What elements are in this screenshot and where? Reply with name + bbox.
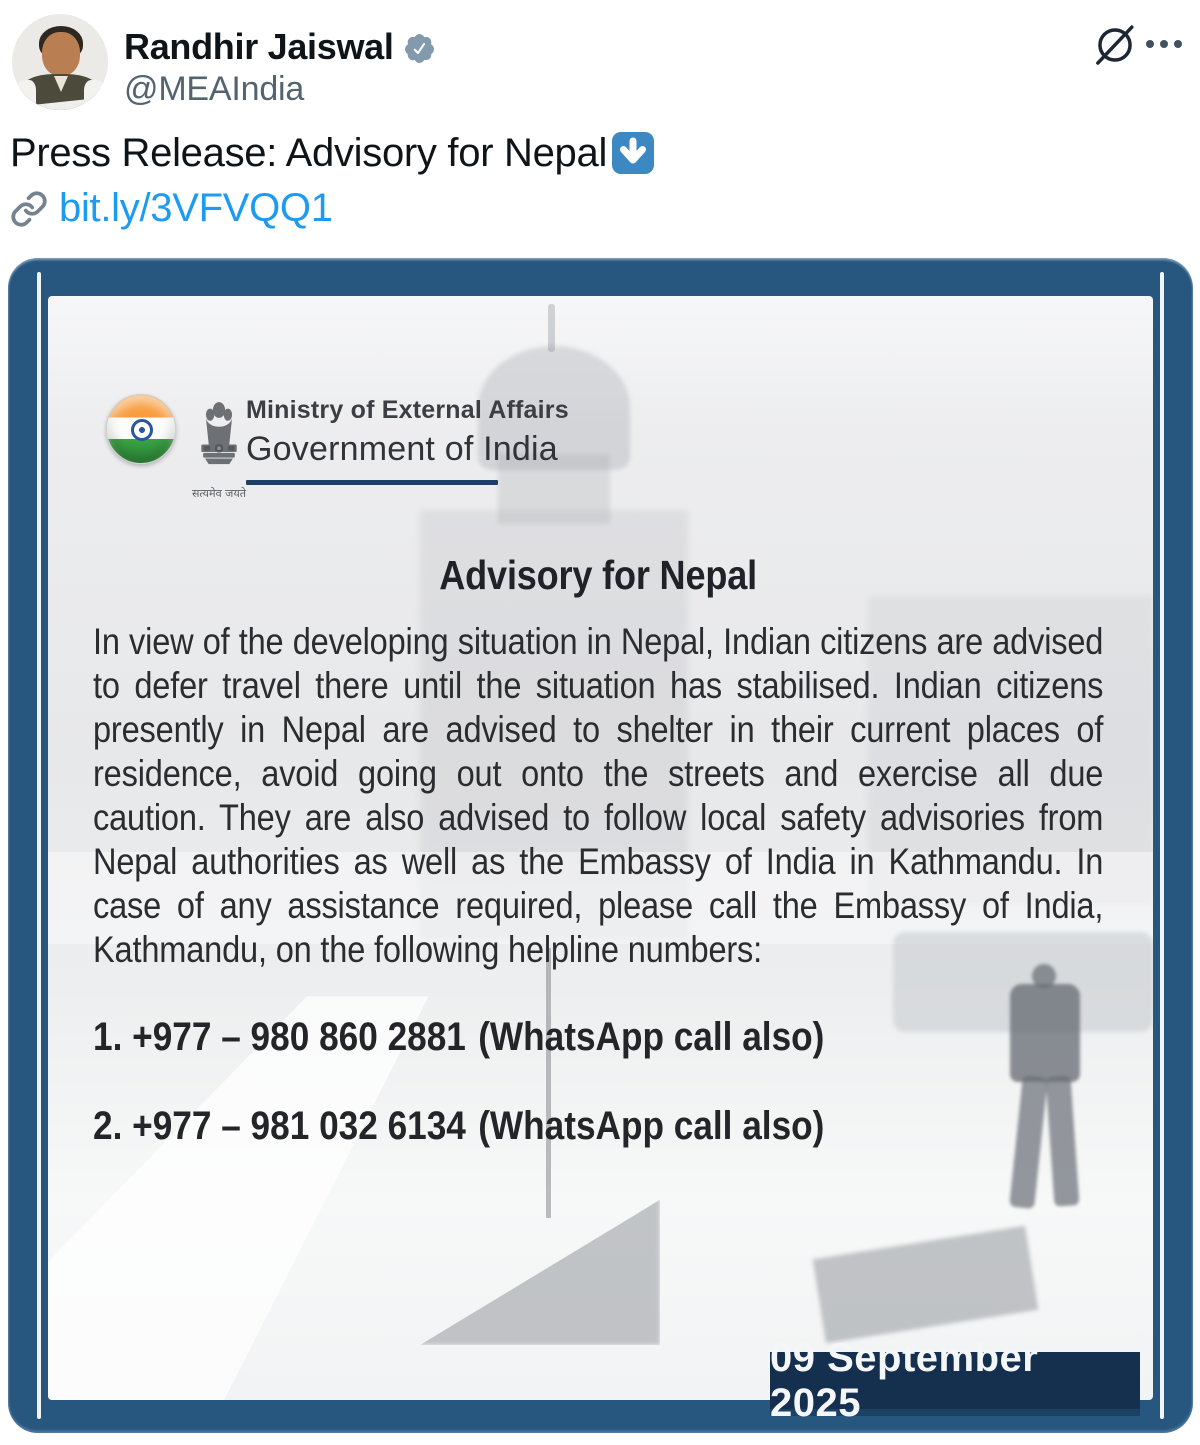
author-name[interactable]: Randhir Jaiswal [124,26,394,67]
ministry-block [246,396,806,485]
advisory-content-area [48,296,1153,1400]
grok-button[interactable] [1094,24,1136,66]
helpline-number: 2. +977 – 981 032 6134 [93,1104,466,1148]
avatar[interactable] [12,14,108,110]
ministry-underline [246,480,498,485]
avatar-face [42,32,80,76]
helpline-row [93,1103,1103,1149]
india-flag-roundel-icon [106,394,176,464]
helpline-note: (WhatsApp call also) [478,1015,825,1059]
advisory-title: Advisory for Nepal [439,552,757,598]
grok-icon [1094,24,1136,66]
ashoka-chakra-icon [131,419,153,441]
tweet-text [10,128,1160,178]
ashoka-emblem-icon [191,390,247,486]
verified-badge-icon [403,32,436,65]
more-dot [1174,40,1182,48]
link-icon [10,190,48,228]
watermark-spire [548,304,555,352]
watermark-dark-hedge [420,1180,660,1345]
helpline-row [93,1014,1103,1060]
emblem-motto: सत्यमेव जयते [191,487,246,500]
author-handle[interactable]: @MEAIndia [124,70,305,108]
frame-pinstripe-left [37,272,41,1419]
down-arrow-emoji-icon [610,130,656,176]
link-row [10,186,333,231]
more-button[interactable] [1146,36,1190,52]
author-row [124,26,436,68]
frame-pinstripe-right [1160,272,1164,1419]
government-name: Government of India [246,430,558,468]
helpline-note: (WhatsApp call also) [478,1104,825,1148]
date-badge: 09 September 2025 [770,1352,1140,1409]
tweet-link[interactable]: bit.ly/3VFVQQ1 [59,186,333,230]
tweet-text-content: Press Release: Advisory for Nepal [10,131,608,175]
ministry-name: Ministry of External Affairs [246,396,569,424]
watermark-dark-hedge-right [813,1226,1039,1344]
helpline-number: 1. +977 – 980 860 2881 [93,1015,466,1059]
more-dot [1160,40,1168,48]
advisory-body: In view of the developing situation in Nepal, Indian citizens are advised to defer travel there until the situation has stabilised. Indian citizens presently in Nepal are advised to shelter in their current places of residence, avoid going out onto the streets and exercise all due caution. They are also advised to follow local safety advisories from Nepal authorities as well as the Embassy of India in Kathmandu. In case of any assistance required, please call the Embassy of India, Kathmandu, on the following helpline numbers: [93,621,1104,970]
more-dot [1146,40,1154,48]
advisory-text-block [93,551,1103,1149]
advisory-image-card[interactable] [8,258,1193,1433]
